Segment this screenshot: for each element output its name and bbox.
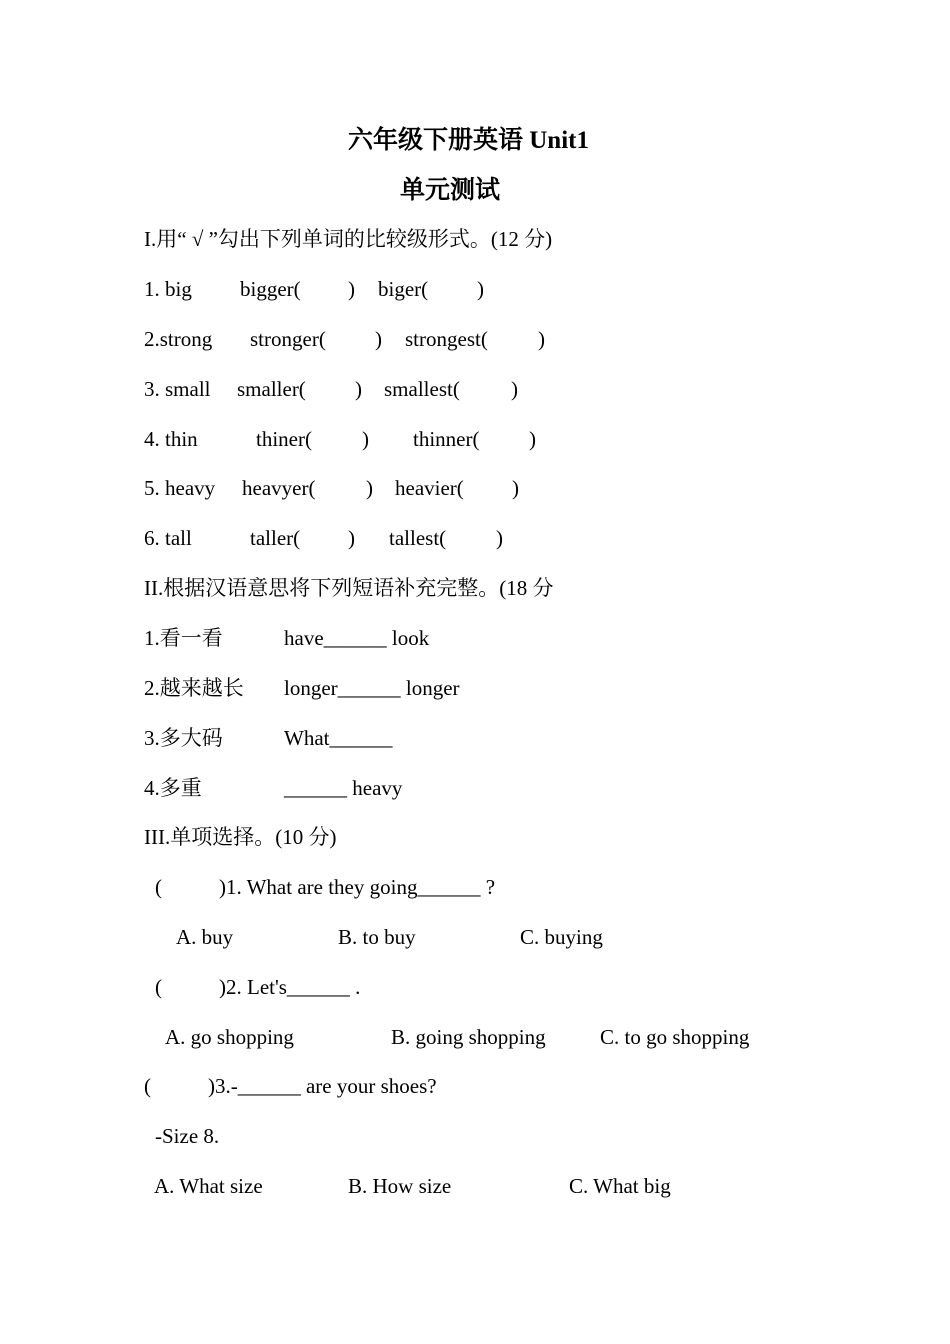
option-2-close: ) (477, 277, 484, 301)
option-2-close: ) (512, 476, 519, 500)
row-word: 2.strong (144, 327, 213, 351)
section-2-heading: II.根据汉语意思将下列短语补充完整。(18 分 (144, 576, 554, 600)
question-stem: )2. Let's______ . (219, 975, 361, 999)
option-1: smaller( (237, 377, 306, 401)
option-2: tallest( (389, 526, 447, 550)
row-word: 5. heavy (144, 476, 216, 500)
english-phrase: ______ heavy (284, 776, 403, 800)
question-stem: )1. What are they going______ ? (219, 875, 496, 899)
answer-paren: ( (155, 975, 162, 999)
option-1-close: ) (366, 476, 373, 500)
option-2: thinner( (413, 427, 480, 451)
option-1-close: ) (348, 526, 355, 550)
question-reply: -Size 8. (155, 1124, 220, 1148)
answer-paren: ( (155, 875, 162, 899)
option-b: B. to buy (338, 925, 416, 949)
option-1-close: ) (355, 377, 362, 401)
option-1: thiner( (256, 427, 312, 451)
option-c: C. to go shopping (600, 1025, 750, 1049)
option-1-close: ) (375, 327, 382, 351)
option-2: strongest( (405, 327, 488, 351)
row-word: 3. small (144, 377, 211, 401)
section-1-heading: I.用“ √ ”勾出下列单词的比较级形式。(12 分) (144, 227, 553, 251)
english-phrase: longer______ longer (284, 676, 460, 700)
page-subtitle: 单元测试 (400, 177, 501, 204)
section-3-heading: III.单项选择。(10 分) (144, 825, 337, 849)
chinese-prompt: 3.多大码 (144, 726, 223, 750)
option-2-close: ) (496, 526, 503, 550)
option-c: C. buying (520, 925, 603, 949)
chinese-prompt: 1.看一看 (144, 626, 223, 650)
row-word: 4. thin (144, 427, 198, 451)
option-2: smallest( (384, 377, 460, 401)
option-a: A. buy (176, 925, 234, 949)
question-stem: )3.-______ are your shoes? (208, 1074, 437, 1098)
option-2-close: ) (529, 427, 536, 451)
answer-paren: ( (144, 1074, 151, 1098)
option-1-close: ) (348, 277, 355, 301)
option-2-close: ) (538, 327, 545, 351)
option-b: B. How size (348, 1174, 452, 1198)
option-c: C. What big (569, 1174, 671, 1198)
option-2: biger( (378, 277, 429, 301)
option-1: heavyer( (242, 476, 316, 500)
option-a: A. go shopping (165, 1025, 294, 1049)
option-2: heavier( (395, 476, 464, 500)
row-word: 1. big (144, 277, 192, 301)
option-b: B. going shopping (391, 1025, 546, 1049)
english-phrase: have______ look (284, 626, 430, 650)
option-1: bigger( (240, 277, 301, 301)
option-2-close: ) (511, 377, 518, 401)
page-title: 六年级下册英语 Unit1 (348, 127, 589, 154)
chinese-prompt: 4.多重 (144, 776, 202, 800)
option-1-close: ) (362, 427, 369, 451)
row-word: 6. tall (144, 526, 192, 550)
chinese-prompt: 2.越来越长 (144, 676, 244, 700)
english-phrase: What______ (284, 726, 393, 750)
option-1: taller( (250, 526, 301, 550)
option-1: stronger( (250, 327, 326, 351)
option-a: A. What size (154, 1174, 263, 1198)
